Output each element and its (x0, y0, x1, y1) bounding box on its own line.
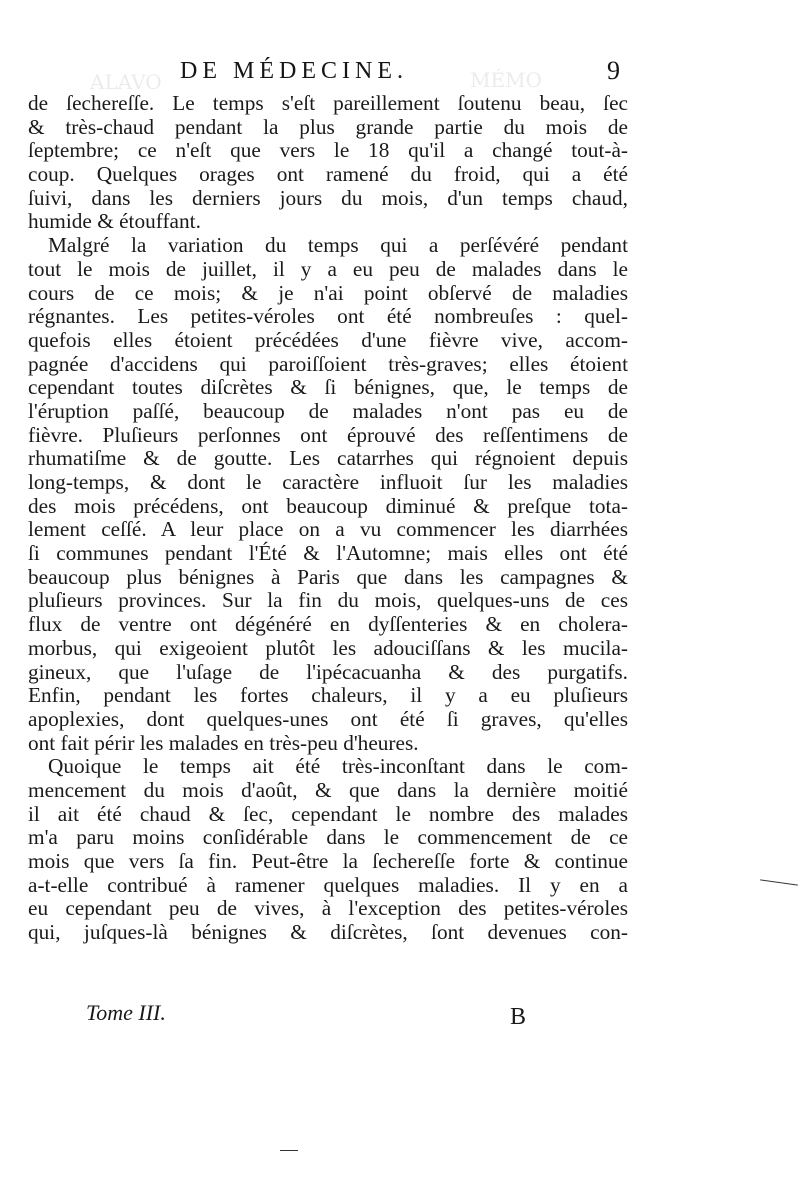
text-line: pagnée d'accidens qui paroiſſoient très-graves; elles étoient (28, 351, 628, 376)
text-line: l'éruption paſſé, beaucoup de malades n'ont pas eu de (28, 398, 628, 423)
text-line: ſeptembre; ce n'eſt que vers le 18 qu'il a changé tout-à- (28, 138, 628, 163)
text-line: qui, juſques-là bénignes & diſcrètes, ſont devenues con- (28, 920, 628, 945)
text-line: humide & étouffant. (28, 209, 201, 234)
running-title: DE MÉDECINE. (180, 58, 408, 84)
text-line: beaucoup plus bénignes à Paris que dans les campagnes & (28, 564, 628, 589)
edge-mark (760, 879, 798, 885)
text-line: Malgré la variation du temps qui a perſévéré pendant (48, 233, 628, 258)
text-line: fièvre. Pluſieurs perſonnes ont éprouvé des reſſentimens de (28, 422, 628, 447)
text-line: coup. Quelques orages ont ramené du froid, qui a été (28, 162, 628, 187)
text-line: ont fait périr les malades en très-peu d'heures. (28, 730, 419, 755)
text-line: mois que vers ſa fin. Peut-être la ſechereſſe forte & continue (28, 849, 628, 873)
text-line: Quoique le temps ait été très-inconſtant dans le com- (48, 754, 628, 779)
text-line: & très-chaud pendant la plus grande partie du mois de (28, 114, 628, 139)
text-line: cependant toutes diſcrètes & ſi bénignes, que, le temps de (28, 375, 628, 400)
page-footer (0, 1000, 800, 1040)
text-line: apoplexies, dont quelques-unes ont été ſi graves, qu'elles (28, 706, 628, 731)
show-through-text: MÉMO (470, 68, 542, 92)
edge-mark (280, 1150, 298, 1151)
body-text (28, 92, 628, 945)
text-line: rhumatiſme & de goutte. Les catarrhes qui régnoient depuis (28, 446, 628, 471)
text-line: m'a paru moins conſidérable dans le commencement de ce (28, 825, 628, 850)
text-line: quefois elles étoient précédées d'une fièvre vive, accom- (28, 327, 628, 352)
text-line: lement ceſſé. A leur place on a vu commencer les diarrhées (28, 517, 628, 542)
text-line: eu cependant peu de vives, à l'exception des petites-véroles (28, 896, 628, 921)
text-line: régnantes. Les petites-véroles ont été nombreuſes : quel- (28, 304, 628, 329)
text-line: de ſechereſſe. Le temps s'eſt pareillement ſoutenu beau, ſec (28, 91, 628, 115)
text-line: gineux, que l'uſage de l'ipécacuanha & des purgatifs. (28, 659, 628, 684)
text-line: ſi communes pendant l'Été & l'Automne; mais elles ont été (28, 541, 628, 566)
text-line: des mois précédens, ont beaucoup diminué & preſque tota- (28, 493, 628, 518)
text-line: long-temps, & dont le caractère influoit ſur les maladies (28, 470, 628, 494)
page-header (140, 58, 620, 94)
page-number: 9 (607, 56, 620, 85)
text-line: ſuivi, dans les derniers jours du mois, d'un temps chaud, (28, 185, 628, 210)
text-line: tout le mois de juillet, il y a eu peu de malades dans le (28, 256, 628, 281)
text-line: mencement du mois d'août, & que dans la dernière moitié (28, 777, 628, 802)
volume-label: Tome III. (86, 1000, 166, 1025)
text-line: a-t-elle contribué à ramener quelques maladies. Il y en a (28, 872, 628, 897)
text-line: il ait été chaud & ſec, cependant le nombre des malades (28, 801, 628, 826)
text-line: morbus, qui exigeoient plutôt les adouciſſans & les mucila- (28, 635, 628, 660)
text-line: flux de ventre ont dégénéré en dyſſenteries & en cholera- (28, 612, 628, 637)
text-line: Enfin, pendant les fortes chaleurs, il y a eu pluſieurs (28, 683, 628, 708)
text-line: pluſieurs provinces. Sur la fin du mois, quelques-uns de ces (28, 588, 628, 613)
show-through-text: ALAVO (90, 70, 162, 94)
text-line: cours de ce mois; & je n'ai point obſervé de maladies (28, 280, 628, 305)
signature-mark: B (510, 1004, 527, 1030)
